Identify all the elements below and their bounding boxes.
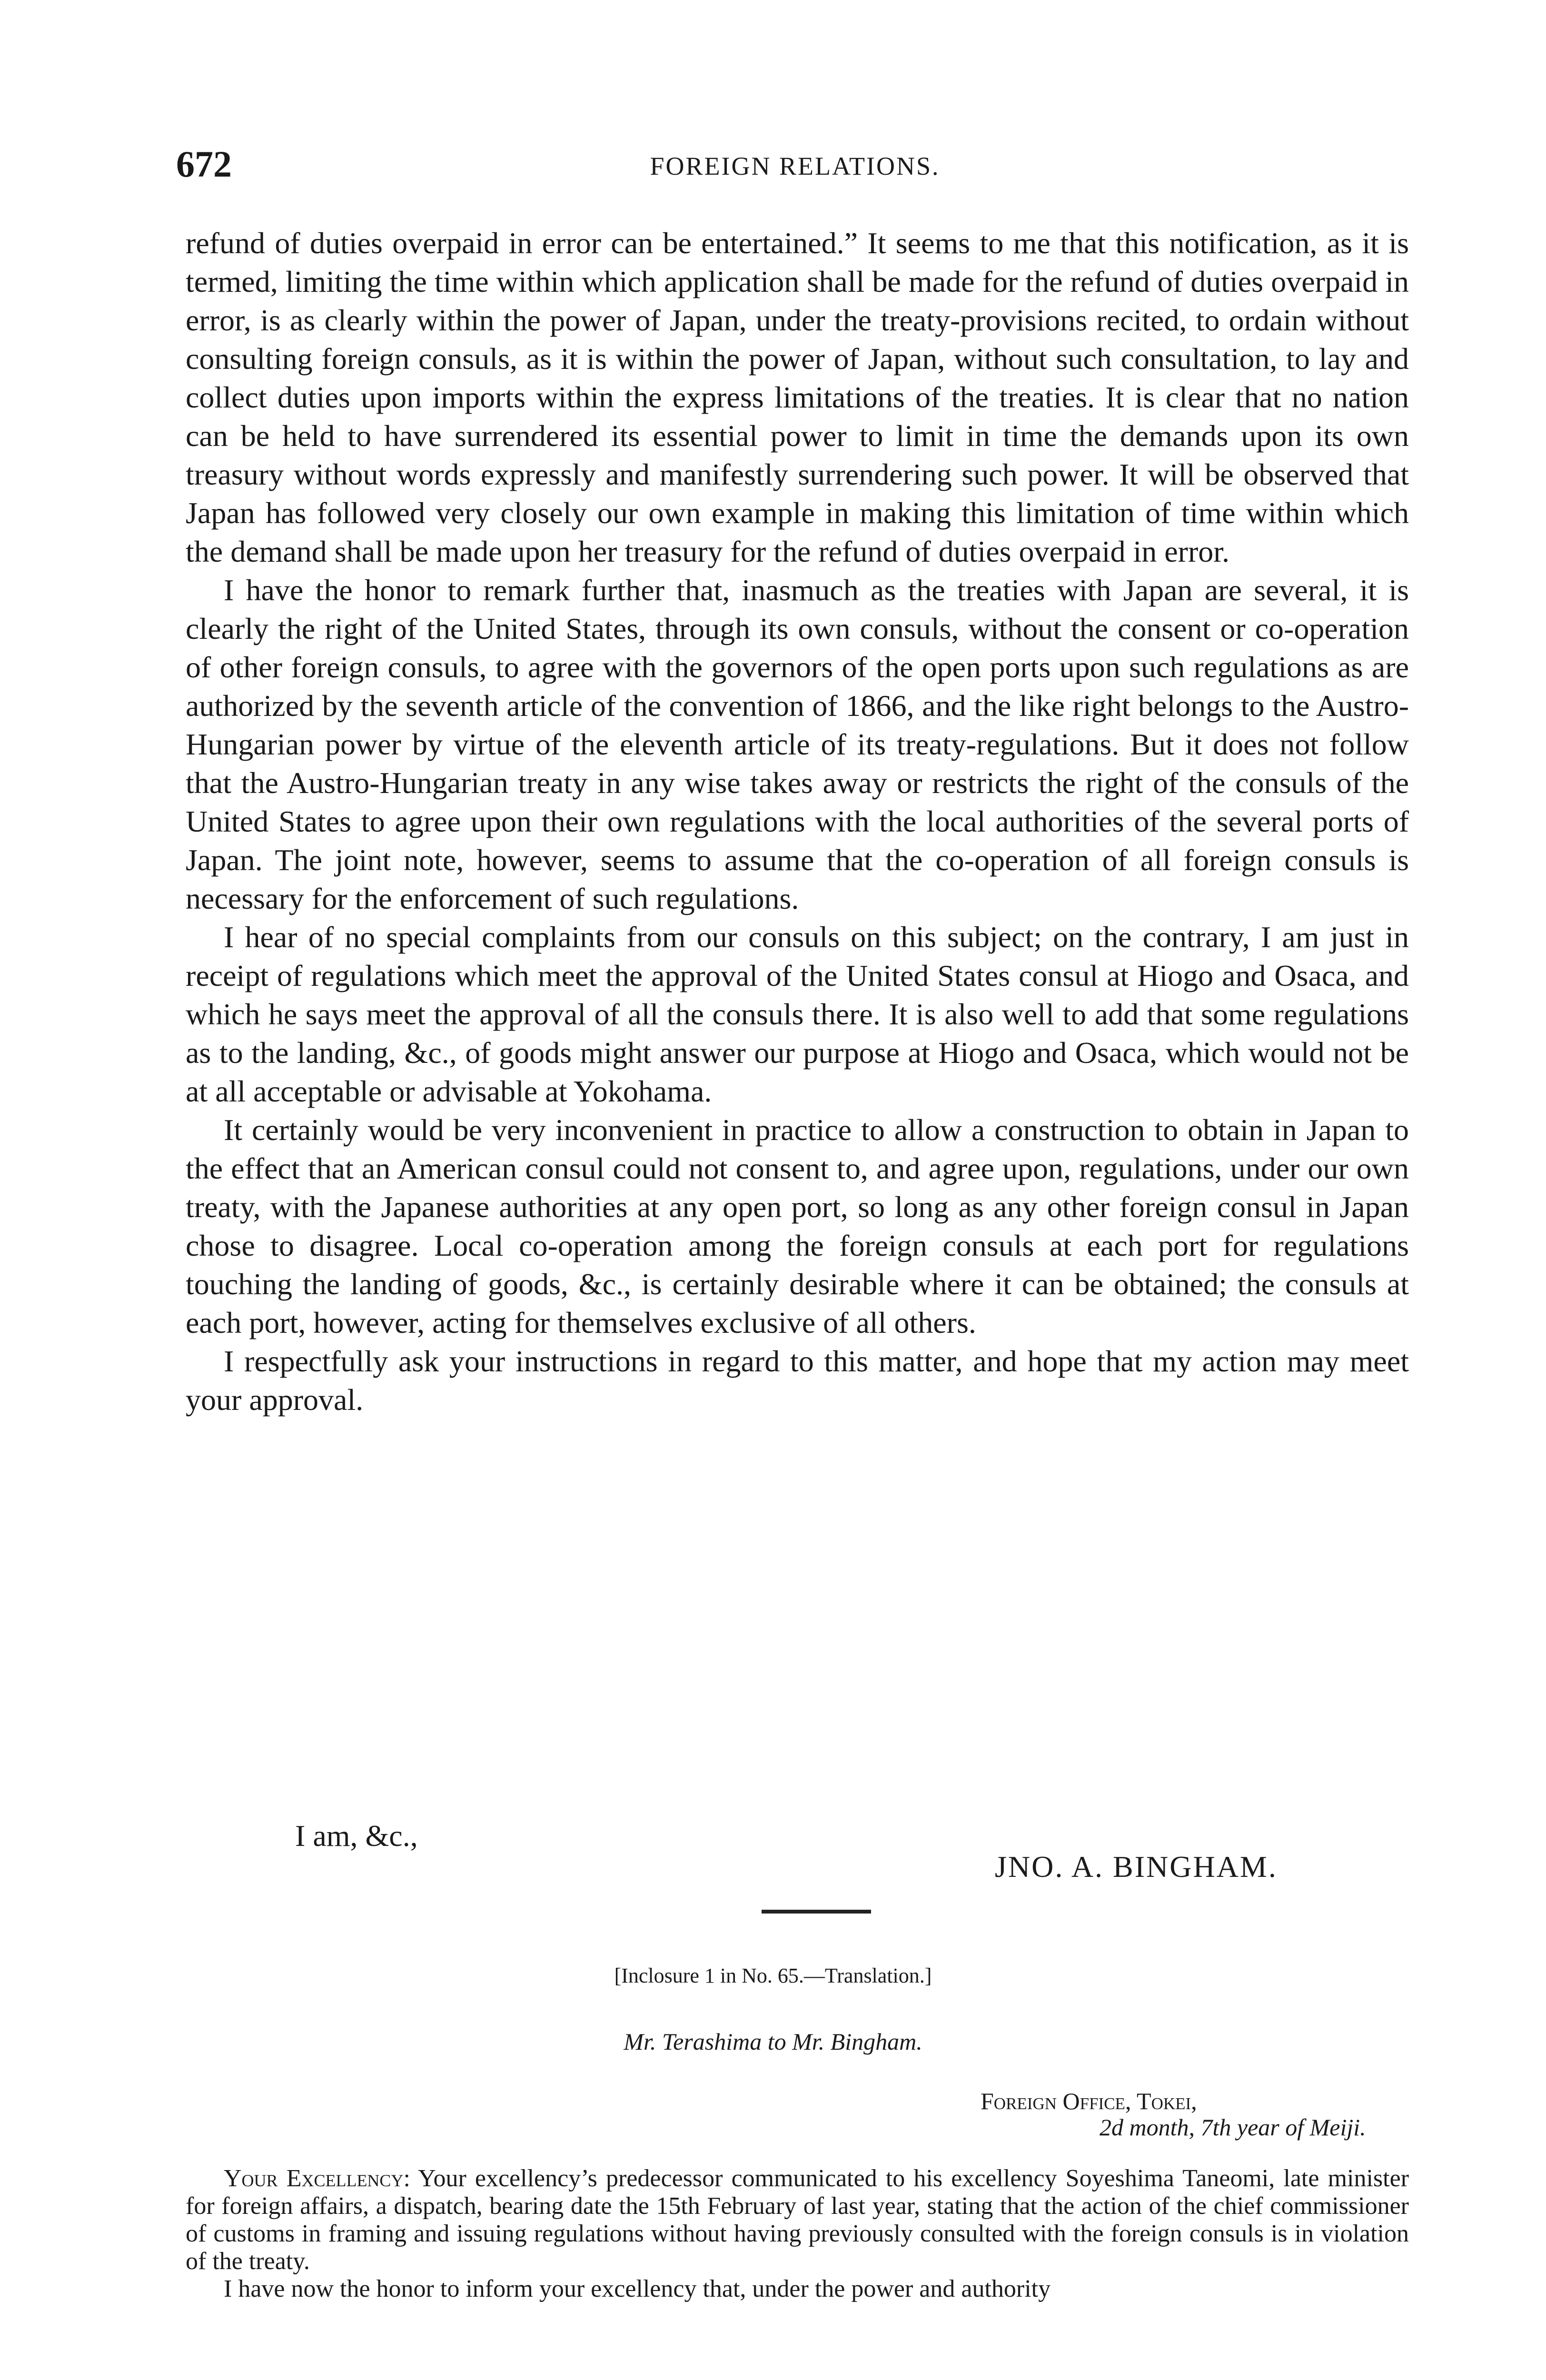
inclosure-title: Mr. Terashima to Mr. Bingham. <box>624 2028 922 2055</box>
letter-body <box>186 224 1409 1419</box>
salutation: Your Excellency: <box>224 2165 410 2192</box>
inclosure-label: [Inclosure 1 in No. 65.—Translation.] <box>614 1964 932 1987</box>
page-number: 672 <box>176 143 232 185</box>
inclosure-paragraph-2: I have now the honor to inform your excellency that, under the power and authority <box>224 2275 1051 2302</box>
section-divider <box>762 1910 871 1914</box>
signature: JNO. A. BINGHAM. <box>995 1850 1278 1884</box>
body-paragraph-4: It certainly would be very inconvenient in practice to allow a construction to obtain in Japan to the effect that an American consul could not consent to, and agree upon, regulations, under our own treaty, with the Japanese authorities at any open port, so long as any other foreign consul in Japan chose to disagree. Local co-operation among the foreign consuls at each port for regulations touching the landing of goods, &c., is certainly desirable where it can be obtained; the consuls at each port, however, acting for themselves exclusive of all others. <box>186 1113 1409 1339</box>
inclosure-date: 2d month, 7th year of Meiji. <box>1100 2114 1366 2141</box>
body-paragraph-1: refund of duties overpaid in error can be entertained.” It seems to me that this notification, as it is termed, limiting the time within which application shall be made for the refund of duties overpaid in error, is as clearly within the power of Japan, under the treaty-provisions recited, to ordain without consulting foreign consuls, as it is within the power of Japan, without such consultation, to lay and collect duties upon imports within the express limitations of the treaties. It is clear that no nation can be held to have surrendered its essential power to limit in time the demands upon its own treasury without words expressly and manifestly surrendering such power. It will be observed that Japan has followed very closely our own example in making this limitation of time within which the demand shall be made upon her treasury for the refund of duties overpaid in error. <box>186 226 1409 568</box>
running-head: FOREIGN RELATIONS. <box>650 152 940 180</box>
body-paragraph-5: I respectfully ask your instructions in regard to this matter, and hope that my action may meet your approval. <box>186 1344 1409 1417</box>
inclosure-place: Foreign Office, Tokei, <box>981 2088 1197 2114</box>
inclosure-paragraph-1-text: Your excellency’s predecessor communicated to his excellency Soyeshima Taneomi, late minister for foreign affairs, a dispatch, bearing date the 15th February of last year, stating that the action of the chief commissioner of customs in framing and issuing regulations without having previously consulted with the foreign consuls is in violation of the treaty. <box>186 2165 1409 2275</box>
closing: I am, &c., <box>295 1819 418 1853</box>
page-header <box>176 143 1414 195</box>
body-paragraph-3: I hear of no special complaints from our consuls on this subject; on the contrary, I am just in receipt of regulations which meet the approval of the United States consul at Hiogo and Osaca, and which he says meet the approval of all the consuls there. It is also well to add that some regulations as to the landing, &c., of goods might answer our purpose at Hiogo and Osaca, which would not be at all acceptable or advisable at Yokohama. <box>186 920 1409 1108</box>
body-paragraph-2: I have the honor to remark further that, inasmuch as the treaties with Japan are several, it is clearly the right of the United States, through its own consuls, without the consent or co-operation of other foreign consuls, to agree with the governors of the open ports upon such regulations as are authorized by the seventh article of the convention of 1866, and the like right belongs to the Austro-Hungarian power by virtue of the eleventh article of its treaty-regulations. But it does not follow that the Austro-Hungarian treaty in any wise takes away or restricts the right of the consuls of the United States to agree upon their own regulations with the local authorities of the several ports of Japan. The joint note, however, seems to assume that the co-operation of all foreign consuls is necessary for the enforcement of such regulations. <box>186 573 1409 915</box>
inclosure-letter <box>186 2165 1409 2303</box>
inclosure-paragraph-1 <box>186 2165 1409 2275</box>
